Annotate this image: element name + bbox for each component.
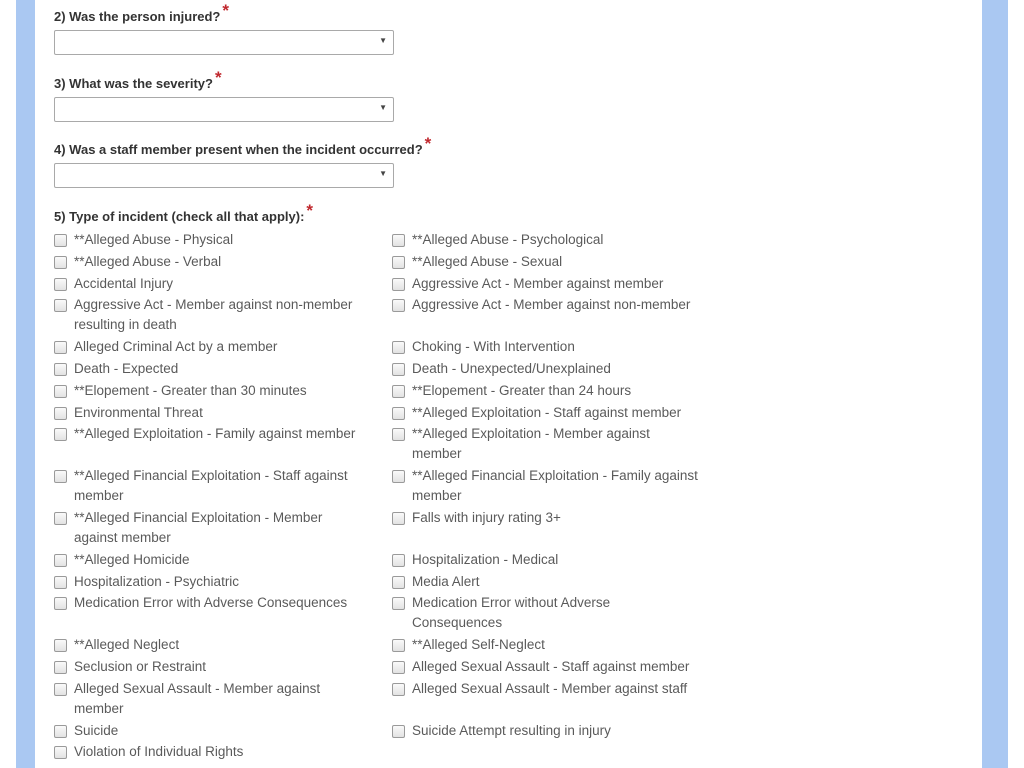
required-marker: *	[306, 201, 314, 220]
incident-type-option-label	[412, 593, 610, 633]
incident-type-option-label	[412, 230, 603, 250]
incident-type-option-label	[74, 657, 206, 677]
incident-type-option-label	[412, 679, 687, 699]
incident-type-checkbox[interactable]	[392, 661, 405, 674]
incident-type-option-text-line: Alleged Sexual Assault - Member against staff	[412, 680, 688, 696]
incident-type-option-text-line: **Alleged Financial Exploitation - Family against	[412, 468, 698, 484]
incident-type-option-text-line: member	[412, 446, 462, 462]
dropdown-arrow-icon: ▼	[379, 103, 387, 112]
incident-type-option-label	[412, 359, 611, 379]
incident-type-checkbox[interactable]	[54, 341, 67, 354]
incident-type-option-text-line: Aggressive Act - Member against non-member	[74, 297, 353, 313]
incident-type-option-text-line: Suicide Attempt resulting in injury	[412, 722, 611, 738]
incident-type-option-label	[74, 742, 243, 762]
incident-type-option-text-line: Media Alert	[412, 573, 480, 589]
right-page-border	[982, 0, 1008, 768]
incident-type-option-text-line: Death - Unexpected/Unexplained	[412, 361, 611, 376]
incident-type-option-text-line: Violation of Individual Rights	[74, 744, 244, 760]
incident-type-option-text-line: Environmental Threat	[74, 404, 203, 420]
incident-type-option-label	[412, 337, 575, 357]
incident-type-option-text-line: Aggressive Act - Member against non-member	[412, 297, 691, 313]
question-text: 4) Was a staff member present when the incident occurred?	[54, 142, 423, 157]
dropdown-arrow-icon: ▼	[379, 169, 387, 178]
incident-type-option-text-line: Alleged Sexual Assault - Member against	[74, 680, 321, 696]
question-injured-label	[54, 1, 229, 26]
incident-type-checkbox[interactable]	[54, 234, 67, 247]
incident-type-option-text-line: Medication Error with Adverse Consequences	[74, 595, 348, 611]
incident-type-checkbox[interactable]	[392, 597, 405, 610]
incident-type-option-text-line: **Alleged Financial Exploitation - Staff against	[74, 468, 348, 484]
incident-type-checkbox[interactable]	[54, 576, 67, 589]
incident-type-option-label	[74, 572, 239, 592]
incident-type-checkbox[interactable]	[392, 299, 405, 312]
incident-type-option-text-line: Suicide	[74, 722, 119, 738]
incident-type-checkbox[interactable]	[54, 256, 67, 269]
incident-type-option-label	[412, 252, 562, 272]
incident-type-option-text-line: against member	[74, 530, 171, 545]
required-marker: *	[222, 1, 229, 20]
incident-type-option-label	[74, 679, 320, 719]
incident-type-option-label	[74, 252, 221, 272]
incident-type-option-text-line: **Alleged Homicide	[74, 551, 190, 567]
incident-type-option-label	[74, 508, 322, 548]
incident-type-checkbox[interactable]	[392, 470, 405, 483]
incident-type-option-label	[74, 550, 190, 570]
incident-type-option-text-line: Falls with injury rating 3+	[412, 510, 561, 525]
incident-type-option-label	[412, 721, 611, 741]
left-page-border	[16, 0, 35, 768]
incident-type-checkbox[interactable]	[54, 554, 67, 567]
incident-type-option-text-line: **Elopement - Greater than 24 hours	[412, 382, 632, 398]
incident-type-option-label	[74, 424, 355, 444]
incident-type-option-label	[412, 381, 631, 401]
question-text: 3) What was the severity?	[54, 76, 213, 91]
incident-type-option-text-line: Accidental Injury	[74, 275, 174, 291]
question-text: 2) Was the person injured?	[54, 9, 221, 24]
incident-type-option-label	[412, 508, 561, 528]
incident-type-checkbox[interactable]	[54, 661, 67, 674]
incident-type-option-text-line: **Alleged Self-Neglect	[412, 637, 545, 653]
incident-type-option-label	[412, 550, 558, 570]
incident-type-checkbox[interactable]	[54, 639, 67, 652]
incident-type-checkbox[interactable]	[392, 256, 405, 269]
incident-type-option-label	[74, 593, 347, 613]
incident-type-option-label	[74, 337, 277, 357]
incident-type-checkbox[interactable]	[392, 428, 405, 441]
incident-type-checkbox[interactable]	[392, 512, 405, 525]
incident-type-option-label	[74, 359, 178, 379]
staff-present-select[interactable]	[54, 163, 394, 188]
incident-type-option-label	[74, 635, 179, 655]
incident-type-option-label	[412, 572, 480, 592]
incident-type-option-text-line: **Alleged Neglect	[74, 637, 180, 653]
incident-type-option-label	[74, 274, 173, 294]
incident-type-option-text-line: member	[74, 488, 124, 504]
incident-type-option-text-line: resulting in death	[74, 317, 177, 333]
incident-type-option-label	[412, 295, 690, 315]
incident-type-option-label	[74, 403, 203, 423]
incident-type-option-label	[74, 381, 307, 401]
incident-type-option-text-line: Aggressive Act - Member against member	[412, 275, 664, 291]
incident-type-checkbox[interactable]	[392, 407, 405, 420]
incident-type-option-text-line: **Alleged Exploitation - Member against	[412, 426, 650, 442]
incident-type-option-label	[412, 424, 650, 464]
incident-type-checkbox[interactable]	[54, 683, 67, 696]
incident-type-option-label	[74, 466, 348, 506]
incident-type-checkbox[interactable]	[392, 385, 405, 398]
incident-type-checkbox[interactable]	[54, 428, 67, 441]
incident-type-option-label	[412, 466, 698, 506]
incident-type-checkbox[interactable]	[54, 470, 67, 483]
incident-type-option-label	[74, 295, 352, 335]
incident-type-checkbox[interactable]	[392, 363, 405, 376]
incident-type-option-text-line: **Alleged Abuse - Sexual	[412, 253, 563, 269]
incident-type-option-text-line: Death - Expected	[74, 361, 179, 376]
incident-type-option-text-line: **Alleged Abuse - Psychological	[412, 232, 604, 247]
incident-type-checkbox[interactable]	[54, 725, 67, 738]
incident-type-option-label	[74, 721, 118, 741]
incident-type-option-label	[412, 657, 689, 677]
incident-type-option-label	[412, 403, 681, 423]
required-marker: *	[424, 134, 432, 153]
incident-type-checkbox[interactable]	[392, 639, 405, 652]
incident-type-checkbox[interactable]	[392, 234, 405, 247]
incident-type-option-label	[74, 230, 233, 250]
incident-type-checkbox[interactable]	[54, 278, 67, 291]
incident-type-checkbox[interactable]	[54, 597, 67, 610]
incident-type-checkbox[interactable]	[54, 512, 67, 525]
incident-type-checkbox[interactable]	[54, 385, 67, 398]
incident-type-option-label	[412, 274, 663, 294]
incident-type-checkbox[interactable]	[392, 725, 405, 738]
incident-type-option-text-line: **Alleged Financial Exploitation - Member	[74, 510, 323, 525]
question-staff-present-label	[54, 134, 432, 159]
incident-type-option-label	[412, 635, 545, 655]
severity-select[interactable]	[54, 97, 394, 122]
incident-type-option-text-line: member	[412, 488, 462, 504]
question-text: 5) Type of incident (check all that apply):	[54, 209, 305, 224]
incident-type-option-text-line: **Alleged Exploitation - Staff against member	[412, 404, 682, 420]
incident-type-checkbox[interactable]	[392, 341, 405, 354]
incident-type-checkbox[interactable]	[392, 554, 405, 567]
incident-type-option-text-line: **Alleged Exploitation - Family against member	[74, 426, 356, 442]
incident-type-option-text-line: Hospitalization - Medical	[412, 551, 559, 567]
incident-type-option-text-line: Seclusion or Restraint	[74, 659, 207, 674]
incident-type-checkbox[interactable]	[54, 746, 67, 759]
incident-type-checkbox[interactable]	[392, 278, 405, 291]
incident-type-checkbox[interactable]	[392, 576, 405, 589]
incident-type-option-text-line: **Alleged Abuse - Verbal	[74, 253, 222, 269]
incident-type-option-text-line: **Alleged Abuse - Physical	[74, 232, 234, 247]
incident-type-option-text-line: Choking - With Intervention	[412, 339, 575, 355]
incident-type-checkbox[interactable]	[392, 683, 405, 696]
incident-type-option-text-line: member	[74, 700, 124, 716]
incident-type-option-text-line: **Elopement - Greater than 30 minutes	[74, 382, 307, 398]
incident-type-option-text-line: Hospitalization - Psychiatric	[74, 573, 240, 589]
question-severity-label	[54, 68, 222, 93]
dropdown-arrow-icon: ▼	[379, 36, 387, 45]
injured-select[interactable]	[54, 30, 394, 55]
required-marker: *	[214, 68, 222, 87]
incident-type-option-text-line: Alleged Criminal Act by a member	[74, 339, 278, 355]
incident-type-option-text-line: Alleged Sexual Assault - Staff against member	[412, 659, 690, 674]
incident-type-option-text-line: Consequences	[412, 615, 503, 631]
incident-type-checkbox[interactable]	[54, 363, 67, 376]
incident-type-checkbox[interactable]	[54, 407, 67, 420]
question-incident-type-label	[54, 201, 314, 226]
incident-type-checkbox[interactable]	[54, 299, 67, 312]
incident-type-option-text-line: Medication Error without Adverse	[412, 595, 611, 611]
